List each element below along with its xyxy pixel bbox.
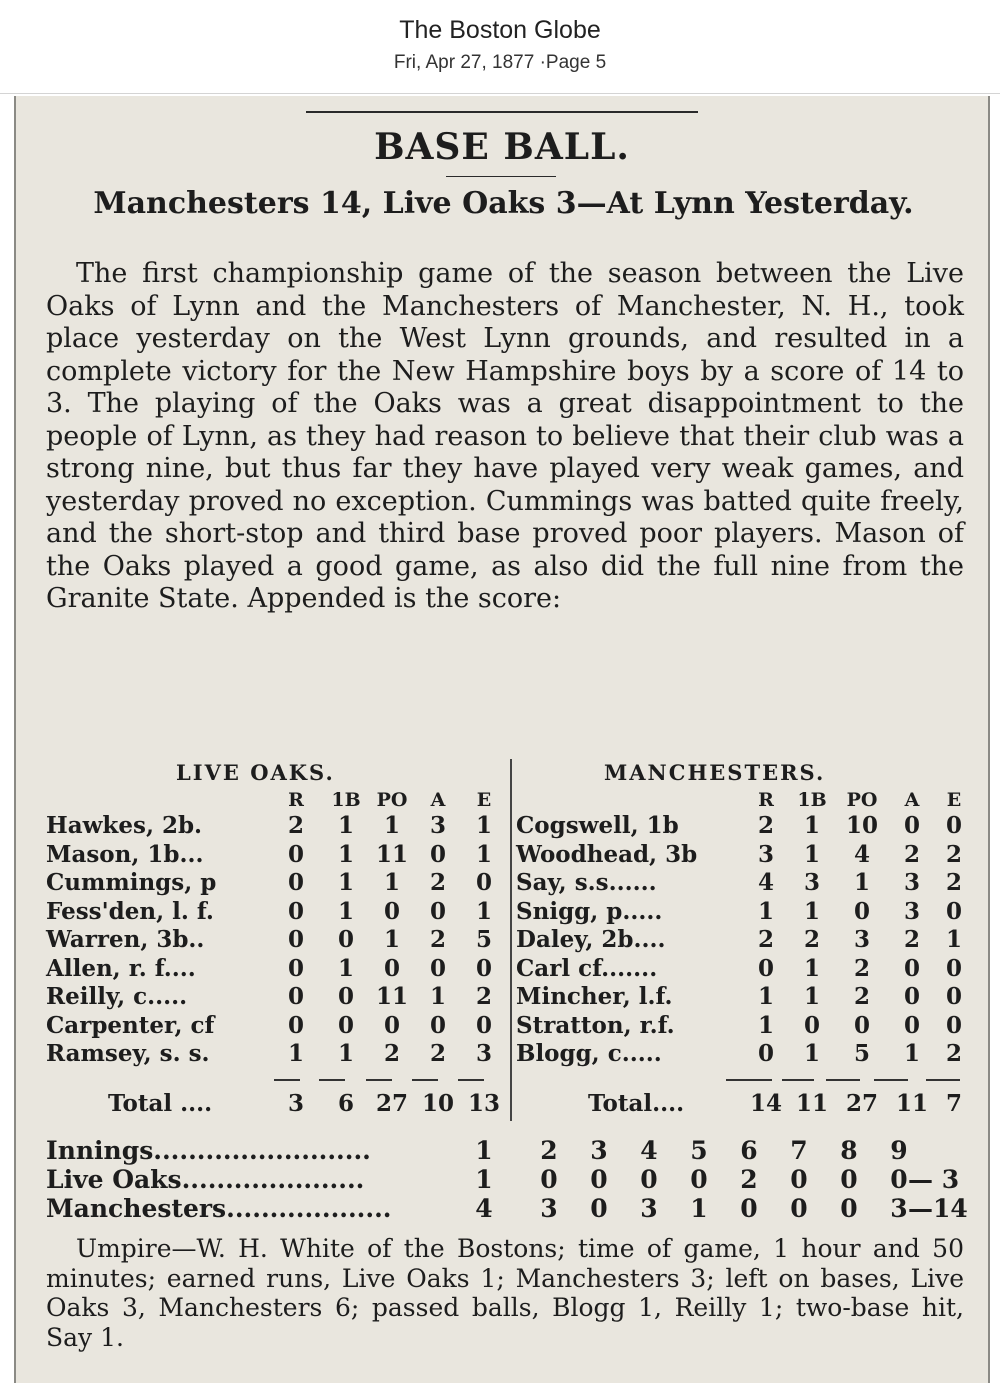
innings-table [46,1136,966,1223]
innings-team-name: Live Oaks..................... [46,1165,365,1194]
stat-cell: 1 [475,897,492,925]
innings-total: —14 [908,1194,968,1223]
stat-cell: 1 [337,812,354,839]
stat-cell: 0 [475,869,492,896]
total-1b: 6 [337,1090,354,1117]
total-1b: 11 [795,1090,828,1117]
stat-cell: 1 [803,1040,820,1067]
stat-cell: 1 [803,983,820,1010]
stat-cell: 2 [853,954,870,982]
inning-runs: 0 [790,1165,808,1194]
inning-number: 8 [840,1136,858,1165]
stat-cell: 3 [803,869,820,896]
stat-cell: 1 [803,812,820,839]
inning-runs: 0 [890,1165,908,1194]
inning-runs: 0 [690,1165,708,1194]
player-name: Carl cf....... [516,954,658,982]
stat-cell: 0 [945,1011,962,1039]
inning-runs: 0 [840,1194,858,1223]
total-underline [782,1079,814,1081]
col-header-e: E [476,789,492,811]
inning-runs: 0 [790,1194,808,1223]
player-name: Woodhead, 3b [516,840,698,868]
table-row [516,1012,976,1041]
inning-runs: 4 [475,1194,493,1223]
stat-cell: 3 [903,897,920,925]
stat-cell: 0 [903,812,920,839]
total-underline [458,1079,484,1081]
stat-cell: 2 [945,840,962,868]
col-header-1b: 1B [331,789,361,811]
inning-number: 9 [890,1136,908,1165]
innings-total: — 3 [908,1165,960,1194]
inning-runs: 3 [890,1194,908,1223]
stat-cell: 0 [337,926,354,953]
innings-rows [46,1165,966,1223]
player-name: Mincher, l.f. [516,983,673,1010]
stat-cell: 0 [287,954,304,982]
stat-cell: 2 [429,869,446,896]
column-divider [510,759,512,1121]
table-row [46,955,506,984]
stat-cell: 1 [757,983,774,1010]
stat-cell: 1 [337,954,354,982]
inning-runs: 0 [740,1194,758,1223]
col-header-r: R [288,789,304,811]
total-a: 11 [895,1090,928,1117]
stat-cell: 4 [757,869,774,896]
stat-cell: 4 [853,840,870,868]
stat-cell: 1 [383,869,400,896]
manchesters-title: MANCHESTERS. [604,760,826,785]
live-oaks-rows [46,812,506,1069]
table-row [46,869,506,898]
manchesters-rows [516,812,976,1069]
col-header-po: PO [846,789,878,811]
total-underline [366,1079,392,1081]
stat-cell: 0 [853,897,870,925]
stat-cell: 5 [475,926,492,953]
table-row [516,926,976,955]
player-name: Ramsey, s. s. [46,1040,210,1067]
stat-cell: 0 [475,1011,492,1039]
table-row [46,812,506,841]
player-name: Cogswell, 1b [516,812,679,839]
top-rule [306,111,698,113]
player-name: Cummings, p [46,869,217,896]
innings-label: Innings......................... [46,1136,371,1165]
stat-cell: 3 [903,869,920,896]
player-name: Warren, 3b.. [46,926,205,953]
table-row [46,1012,506,1041]
stat-cell: 0 [945,897,962,925]
stat-cell: 2 [429,1040,446,1067]
player-name: Hawkes, 2b. [46,812,203,839]
inning-runs: 3 [540,1194,558,1223]
page-header [0,0,1000,94]
innings-team-row [46,1194,966,1223]
inning-number: 5 [690,1136,708,1165]
article-subheadline: Manchesters 14, Live Oaks 3—At Lynn Yesterday. [93,186,914,221]
newspaper-clipping [14,96,990,1383]
live-oaks-total-row [46,1090,506,1118]
total-po: 27 [845,1090,878,1117]
table-header-row [516,788,976,812]
total-underline [926,1079,960,1081]
col-header-1b: 1B [797,789,827,811]
stat-cell: 0 [853,1011,870,1039]
stat-cell: 1 [803,954,820,982]
stat-cell: 2 [945,869,962,896]
player-name: Allen, r. f.... [46,954,196,982]
total-underline [412,1079,438,1081]
inning-runs: 3 [640,1194,658,1223]
stat-cell: 0 [287,840,304,868]
total-underline [874,1079,908,1081]
player-name: Say, s.s...... [516,869,657,896]
player-name: Daley, 2b.... [516,926,666,953]
stat-cell: 0 [337,1011,354,1039]
stat-cell: 0 [337,983,354,1010]
table-row [46,1040,506,1069]
inning-number: 7 [790,1136,808,1165]
player-name: Reilly, c..... [46,983,188,1010]
stat-cell: 2 [757,926,774,953]
stat-cell: 0 [383,897,400,925]
col-header-r: R [758,789,774,811]
inning-runs: 1 [690,1194,708,1223]
stat-cell: 0 [287,926,304,953]
table-header-row [46,788,506,812]
stat-cell: 3 [475,1040,492,1067]
inning-runs: 0 [640,1165,658,1194]
stat-cell: 1 [383,926,400,953]
stat-cell: 1 [429,983,446,1010]
stat-cell: 0 [475,954,492,982]
article-headline: BASE BALL. [374,126,630,168]
inning-runs: 0 [590,1165,608,1194]
stat-cell: 1 [757,897,774,925]
stat-cell: 3 [429,812,446,839]
stat-cell: 0 [287,869,304,896]
stat-cell: 0 [429,897,446,925]
stat-cell: 0 [287,983,304,1010]
stat-cell: 11 [375,840,408,868]
headline-rule [446,176,556,177]
stat-cell: 0 [757,954,774,982]
stat-cell: 2 [945,1040,962,1067]
stat-cell: 1 [945,926,962,953]
footer-paragraph: Umpire—W. H. White of the Bostons; time of game, 1 hour and 50 minutes; earned runs, Live Oaks 1; Manchesters 3; left on bases, Live Oaks 3, Manchesters 6; passed balls, Blogg 1, Reilly 1; two-base hit, Say 1. [46,1234,964,1352]
article-body [46,258,964,616]
total-e: 7 [945,1090,962,1117]
inning-runs: 1 [475,1165,493,1194]
table-row [46,841,506,870]
innings-team-name: Manchesters................... [46,1194,392,1223]
total-e: 13 [467,1090,500,1117]
player-name: Snigg, p..... [516,897,663,925]
stat-cell: 11 [375,983,408,1010]
table-row [516,812,976,841]
stat-cell: 0 [945,983,962,1010]
article-paragraph: The first championship game of the season between the Live Oaks of Lynn and the Manchesters of Manchester, N. H., took place yesterday on the West Lynn grounds, and resulted in a complete victory for the New Hampshire boys by a score of 14 to 3. The playing of the Oaks was a great disappointment to the people of Lynn, as they had reason to believe that their club was a strong nine, but thus far they have played very weak games, and yesterday proved no exception. Cummings was batted quite freely, and the short-stop and third base proved poor players. Mason of the Oaks played a good game, as also did the full nine from the Granite State. Appended is the score: [46,258,964,614]
stat-cell: 1 [383,812,400,839]
stat-cell: 0 [429,840,446,868]
inning-number: 4 [640,1136,658,1165]
stat-cell: 2 [903,840,920,868]
stat-cell: 2 [429,926,446,953]
stat-cell: 1 [475,812,492,839]
stat-cell: 0 [429,1011,446,1039]
stat-cell: 1 [853,869,870,896]
table-row [516,983,976,1012]
publication-title: The Boston Globe [399,16,601,44]
stat-cell: 0 [945,812,962,839]
inning-runs: 0 [540,1165,558,1194]
stat-cell: 0 [945,954,962,982]
table-row [516,898,976,927]
inning-number: 3 [590,1136,608,1165]
stat-cell: 0 [287,1011,304,1039]
table-row [516,841,976,870]
col-header-po: PO [376,789,408,811]
stat-cell: 1 [287,1040,304,1067]
stat-cell: 1 [903,1040,920,1067]
publication-date: Fri, Apr 27, 1877 ·Page 5 [393,52,607,73]
stat-cell: 0 [803,1011,820,1039]
inning-runs: 0 [840,1165,858,1194]
table-row [46,983,506,1012]
player-name: Blogg, c..... [516,1040,662,1067]
stat-cell: 1 [337,897,354,925]
inning-runs: 2 [740,1165,758,1194]
total-po: 27 [375,1090,408,1117]
player-name: Carpenter, cf [46,1011,215,1039]
player-name: Stratton, r.f. [516,1011,675,1039]
stat-cell: 1 [475,840,492,868]
stat-cell: 3 [757,840,774,868]
table-row [516,955,976,984]
stat-cell: 2 [475,983,492,1010]
manchesters-total-row [516,1090,976,1118]
article-footer [46,1234,964,1352]
stat-cell: 5 [853,1040,870,1067]
stat-cell: 1 [757,1011,774,1039]
inning-number: 2 [540,1136,558,1165]
stat-cell: 1 [803,840,820,868]
stat-cell: 0 [757,1040,774,1067]
live-oaks-title: LIVE OAKS. [176,760,335,785]
total-r: 3 [287,1090,304,1117]
total-r: 14 [749,1090,782,1117]
stat-cell: 0 [903,1011,920,1039]
inning-number: 6 [740,1136,758,1165]
total-underline [319,1079,345,1081]
stat-cell: 0 [287,897,304,925]
total-underline [726,1079,772,1081]
stat-cell: 2 [853,983,870,1010]
total-label: Total.... [588,1090,685,1117]
total-underline [274,1079,300,1081]
manchesters-table [516,788,976,1069]
innings-header-row [46,1136,966,1165]
col-header-e: E [946,789,962,811]
stat-cell: 0 [903,954,920,982]
stat-cell: 0 [903,983,920,1010]
total-underline [826,1079,860,1081]
total-label: Total .... [108,1090,213,1117]
inning-number: 1 [475,1136,493,1165]
total-a: 10 [421,1090,454,1117]
stat-cell: 2 [383,1040,400,1067]
player-name: Fess'den, l. f. [46,897,214,925]
stat-cell: 2 [803,926,820,953]
table-row [516,1040,976,1069]
stat-cell: 1 [337,869,354,896]
col-header-a: A [430,789,446,811]
innings-team-row [46,1165,966,1194]
table-row [46,926,506,955]
stat-cell: 1 [337,1040,354,1067]
stat-cell: 0 [383,1011,400,1039]
stat-cell: 2 [287,812,304,839]
col-header-a: A [904,789,920,811]
stat-cell: 10 [845,812,878,839]
stat-cell: 3 [853,926,870,953]
stat-cell: 1 [337,840,354,868]
stat-cell: 2 [757,812,774,839]
table-row [46,898,506,927]
stat-cell: 0 [429,954,446,982]
inning-runs: 0 [590,1194,608,1223]
live-oaks-table [46,788,506,1069]
player-name: Mason, 1b... [46,840,204,868]
stat-cell: 2 [903,926,920,953]
stat-cell: 0 [383,954,400,982]
stat-cell: 1 [803,897,820,925]
table-row [516,869,976,898]
